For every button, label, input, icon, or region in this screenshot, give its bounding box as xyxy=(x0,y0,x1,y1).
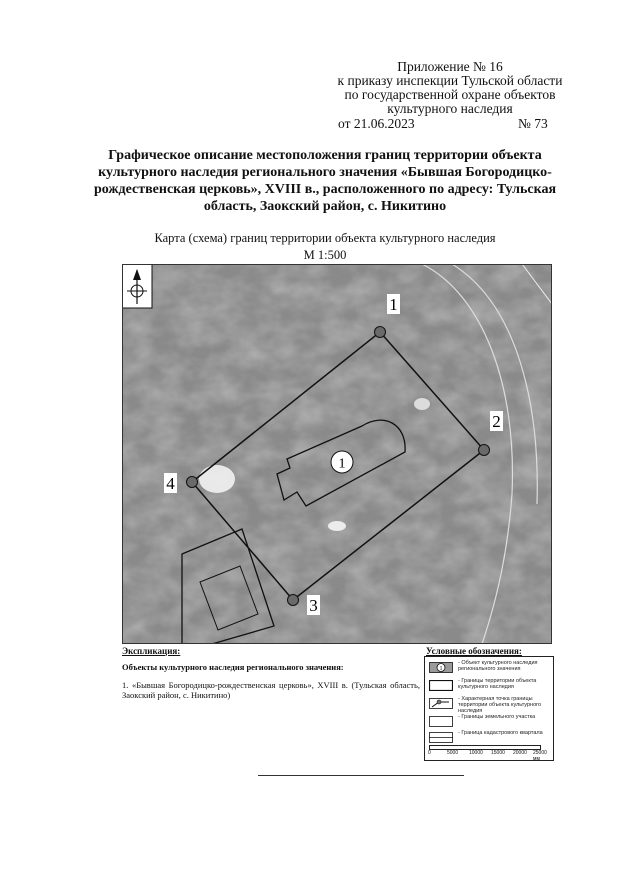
map-scale: М 1:500 xyxy=(303,248,347,262)
order-reference-2: по государственной охране объектов xyxy=(344,87,556,102)
boundary-point-icon xyxy=(429,698,453,709)
legend xyxy=(424,656,554,761)
map-title: Карта (схема) границ территории объекта культурного наследия xyxy=(154,231,496,245)
scale-tick: 25000 мм xyxy=(533,750,547,762)
legend-heading: Условные обозначения: xyxy=(426,646,522,656)
title-line: культурного наследия регионального значения «Бывшая Богородицко- xyxy=(98,165,552,180)
legend-item-text: - Граница кадастрового квартала xyxy=(458,730,543,736)
legend-item-text: - Границы земельного участка xyxy=(458,714,536,720)
legend-item-text: - Границы территории объекта культурного наследия xyxy=(458,678,537,690)
scale-tick: 10000 xyxy=(469,750,483,756)
cadastral-block-icon xyxy=(429,732,453,743)
north-arrow-icon xyxy=(122,264,152,308)
scale-tick: 15000 xyxy=(491,750,505,756)
document-title xyxy=(60,147,590,215)
title-line: рождественская церковь», XVIII в., расположенного по адресу: Тульская xyxy=(93,182,557,197)
scale-tick: 0 xyxy=(428,750,431,756)
scale-tick: 20000 xyxy=(513,750,527,756)
order-number: № 73 xyxy=(518,116,548,131)
legend-item-text: - Объект культурного наследия регионального значения xyxy=(458,660,538,672)
boundary-point-3 xyxy=(288,595,299,606)
light-patch xyxy=(199,465,235,493)
boundary-point-label-1: 1 xyxy=(389,295,398,314)
appendix-number: Приложение № 16 xyxy=(397,59,503,74)
legend-item xyxy=(429,713,551,729)
boundary-point-label-4: 4 xyxy=(166,474,175,493)
legend-item xyxy=(429,677,551,693)
land-plot-icon xyxy=(429,716,453,727)
explication-heading: Экспликация: xyxy=(122,646,181,656)
boundary-point-label-3: 3 xyxy=(309,596,318,615)
object-marker-icon xyxy=(429,662,453,673)
boundary-point-label-2: 2 xyxy=(492,412,501,431)
svg-text:1: 1 xyxy=(439,665,443,672)
scale-tick: 5000 xyxy=(447,750,459,756)
legend-item xyxy=(429,729,551,745)
explication-item: 1. «Бывшая Богородицко-рождественская церковь», XVIII в. (Тульская область, Заокский район, с. Никитино) xyxy=(122,680,420,700)
legend-item-text: - Характерная точка границы территории объекта культурного наследия xyxy=(458,696,542,714)
signature-line xyxy=(258,775,464,776)
boundary-point-2 xyxy=(479,445,490,456)
order-reference: к приказу инспекции Тульской области xyxy=(337,73,563,88)
order-date: от 21.06.2023 xyxy=(338,116,415,131)
boundary-map xyxy=(122,264,552,644)
order-reference-3: культурного наследия xyxy=(387,101,513,116)
light-patch xyxy=(328,521,346,531)
light-patch xyxy=(414,398,430,410)
boundary-point-4 xyxy=(187,477,198,488)
object-1-label: 1 xyxy=(338,456,346,472)
title-line: область, Заокский район, с. Никитино xyxy=(203,199,447,214)
title-line: Графическое описание местоположения границ территории объекта xyxy=(108,148,542,163)
legend-item xyxy=(429,695,551,714)
explication-subheading: Объекты культурного наследия регионального значения: xyxy=(122,662,344,672)
territory-boundary-icon xyxy=(429,680,453,691)
legend-item xyxy=(429,659,551,675)
boundary-point-1 xyxy=(375,327,386,338)
